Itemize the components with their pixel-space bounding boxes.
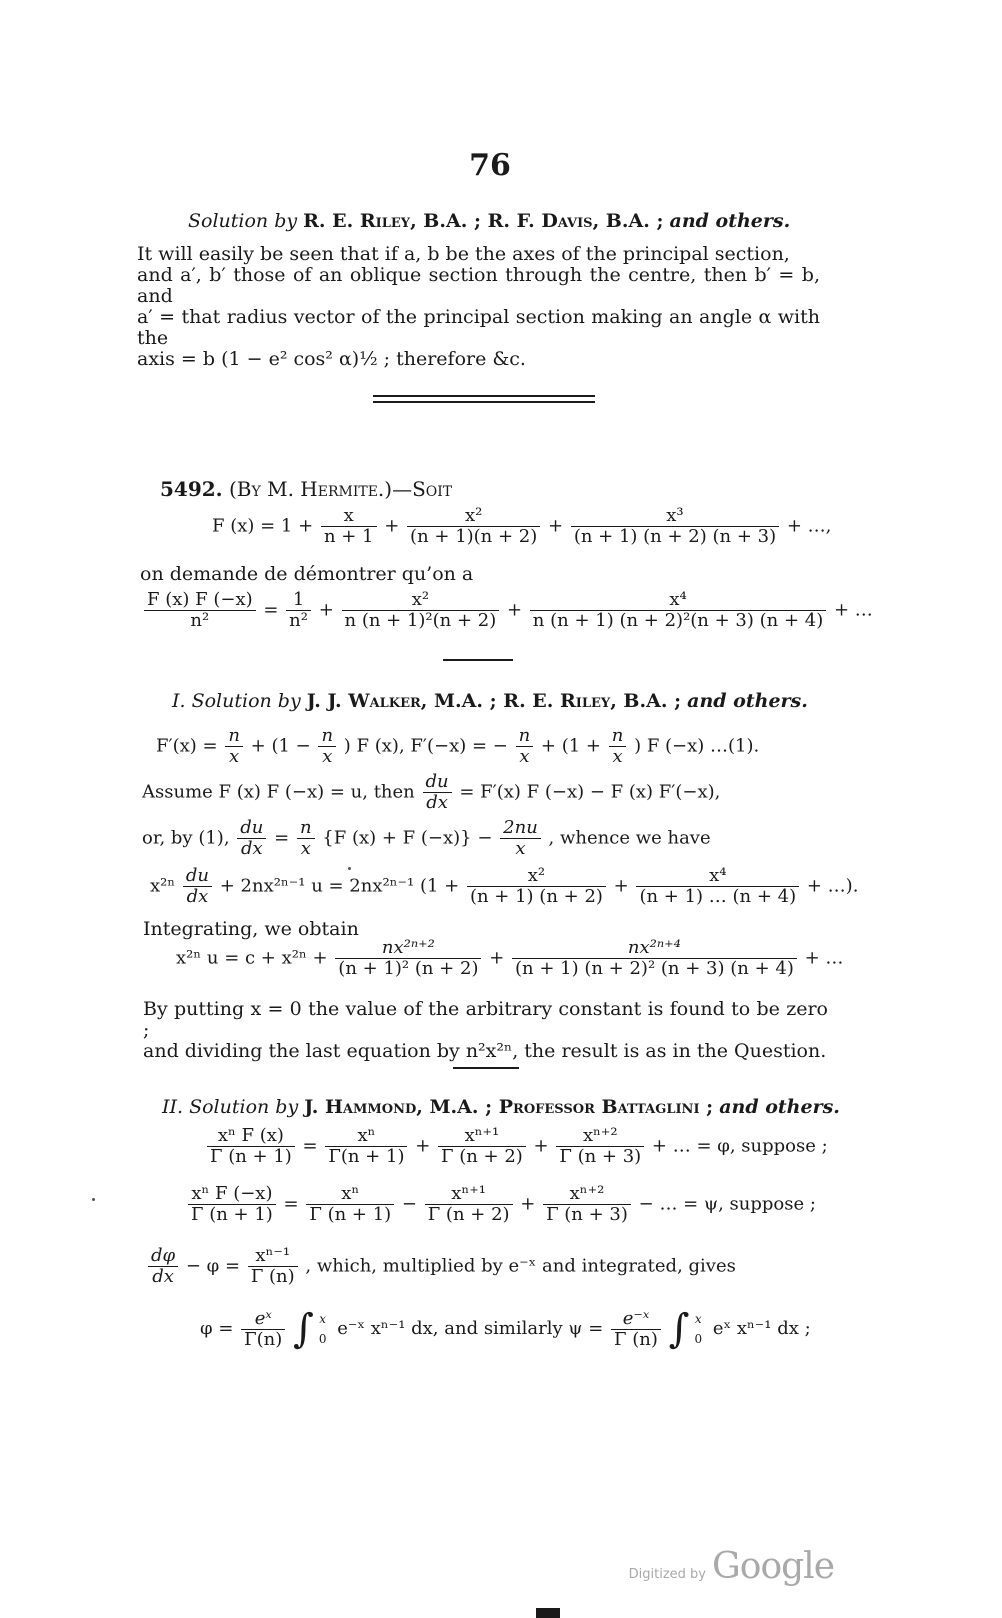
eq-part: e⁻ˣ xⁿ⁻¹ dx, and similarly ψ = bbox=[337, 1318, 604, 1339]
lower-limit: 0 bbox=[694, 1332, 703, 1346]
text-line: and a′, b′ those of an oblique section through the centre, then b′ = b, and bbox=[137, 264, 820, 307]
google-logo: Google bbox=[712, 1546, 834, 1587]
question-number: 5492. bbox=[160, 477, 223, 501]
numerator: x⁴ bbox=[709, 865, 727, 886]
solution-authors: J. J. Walker, M.A. ; R. E. Riley, B.A. ; bbox=[306, 690, 682, 712]
eq-part: φ = bbox=[200, 1318, 234, 1339]
fraction bbox=[543, 1184, 631, 1225]
denominator: n² bbox=[144, 610, 256, 631]
integral-sign: ∫ bbox=[668, 1306, 690, 1352]
denominator: n² bbox=[286, 610, 311, 631]
fraction bbox=[286, 590, 311, 631]
eq-text: , which, multiplied by e⁻ˣ and integrated, gives bbox=[305, 1255, 736, 1277]
numerator: x⁴ bbox=[669, 589, 687, 610]
fraction bbox=[188, 1184, 276, 1225]
numerator: n bbox=[228, 725, 240, 746]
denominator: Γ (n + 1) bbox=[188, 1204, 276, 1225]
eq-part: + (1 − bbox=[250, 735, 311, 757]
denominator: x bbox=[225, 746, 243, 767]
denominator: Γ (n) bbox=[248, 1266, 298, 1287]
text-line: It will easily be seen that if a, b be the axes of the principal section, bbox=[137, 243, 790, 265]
fraction bbox=[342, 590, 500, 631]
text-line: a′ = that radius vector of the principal section making an angle α with the bbox=[137, 306, 820, 349]
numerator: x² bbox=[411, 589, 430, 610]
question-header bbox=[160, 478, 452, 500]
integral-limits bbox=[691, 1309, 705, 1349]
fraction bbox=[512, 938, 797, 979]
numerator: xⁿ⁻¹ bbox=[255, 1245, 291, 1266]
eq-part: ) F (−x) …(1). bbox=[634, 735, 760, 757]
fraction bbox=[556, 1126, 644, 1167]
fraction bbox=[423, 772, 452, 813]
page-number: 76 bbox=[469, 148, 511, 183]
fraction bbox=[241, 1309, 285, 1350]
denominator: (n + 1)(n + 2) bbox=[407, 526, 540, 547]
equation-or-by bbox=[142, 818, 711, 859]
denominator: Γ (n) bbox=[611, 1329, 661, 1350]
fraction bbox=[248, 1246, 298, 1287]
numerator: xⁿ⁺¹ bbox=[451, 1183, 486, 1204]
fraction bbox=[183, 866, 212, 907]
eq-part: {F (x) + F (−x)} − bbox=[322, 827, 493, 849]
denominator: x bbox=[516, 746, 534, 767]
equation-derivative bbox=[156, 726, 759, 767]
numerator: xⁿ bbox=[357, 1125, 376, 1146]
fraction bbox=[407, 506, 540, 547]
denominator: (n + 1) (n + 2) bbox=[467, 886, 606, 907]
numerator: xⁿ⁺² bbox=[569, 1183, 605, 1204]
eq-part: + (1 + bbox=[540, 735, 602, 757]
solution1-conclusion bbox=[143, 999, 828, 1062]
fraction bbox=[516, 726, 534, 767]
denominator: Γ(n) bbox=[241, 1329, 285, 1350]
eq-tail: + … = φ, suppose ; bbox=[651, 1135, 828, 1157]
denominator: n + 1 bbox=[321, 526, 377, 547]
fraction bbox=[500, 818, 541, 859]
numerator: n bbox=[321, 725, 334, 746]
numerator: 1 bbox=[292, 589, 305, 610]
solution-label: I. Solution by bbox=[172, 690, 301, 712]
equation-phi: $\frac{\text{xⁿ F (x)}}{\Gamma (n + 1)}$ = $\frac{\text{xⁿ}}{\Gamma(n + 1)}$ + $\frac{\text{xⁿ⁺¹}}{\Gamma (n + 2)}$ + $\frac{\text{xⁿ⁺²}}{\Gamma (n + 3)}$ + … = φ, suppose ; bbox=[205, 1126, 828, 1167]
fraction bbox=[609, 726, 627, 767]
eq-part: eˣ xⁿ⁻¹ dx ; bbox=[712, 1318, 811, 1339]
denominator: (n + 1) … (n + 4) bbox=[636, 886, 799, 907]
eq-tail: + …, bbox=[786, 515, 832, 537]
denominator: dx bbox=[183, 886, 212, 907]
numerator: nx²ⁿ⁺⁴ bbox=[627, 937, 681, 958]
fraction bbox=[225, 726, 243, 767]
integrating-text: Integrating, we obtain bbox=[143, 918, 359, 940]
top-solution-header bbox=[188, 210, 790, 232]
print-speck bbox=[92, 1198, 95, 1201]
eq-part: = F′(x) F (−x) − F (x) F′(−x), bbox=[459, 781, 721, 803]
fraction bbox=[530, 590, 826, 631]
eq-part: or, by (1), bbox=[142, 827, 230, 849]
denominator: n (n + 1)²(n + 2) bbox=[342, 610, 500, 631]
and-others: and others. bbox=[719, 1096, 840, 1118]
fraction bbox=[438, 1126, 526, 1167]
denominator: Γ(n + 1) bbox=[325, 1146, 407, 1167]
fraction bbox=[611, 1309, 661, 1350]
solution2-header bbox=[162, 1096, 840, 1118]
fraction bbox=[636, 866, 799, 907]
denominator: dx bbox=[423, 792, 452, 813]
numerator: xⁿ⁺¹ bbox=[464, 1125, 500, 1146]
divider-short bbox=[453, 1067, 519, 1069]
google-watermark bbox=[629, 1546, 834, 1587]
denominator: Γ (n + 3) bbox=[543, 1204, 631, 1225]
denominator: x bbox=[609, 746, 627, 767]
and-others: and others. bbox=[669, 210, 791, 232]
eq-tail: − … = ψ, suppose ; bbox=[638, 1193, 816, 1215]
divider-short bbox=[443, 659, 513, 661]
denominator: Γ (n + 2) bbox=[425, 1204, 513, 1225]
eq-part: − φ = bbox=[185, 1255, 241, 1277]
denominator: (n + 1) (n + 2)² (n + 3) (n + 4) bbox=[512, 958, 797, 979]
eq-part: x²ⁿ bbox=[150, 875, 176, 897]
equation-assume bbox=[142, 772, 720, 813]
denominator: Γ (n + 1) bbox=[306, 1204, 394, 1225]
equation-final bbox=[200, 1306, 811, 1352]
eq-lhs: F (x) = 1 + bbox=[212, 515, 314, 537]
eq-part: = bbox=[274, 827, 290, 849]
solution-label: Solution by bbox=[188, 210, 298, 232]
fraction bbox=[148, 1246, 178, 1287]
numerator: F (x) F (−x) bbox=[147, 589, 253, 610]
fraction bbox=[207, 1126, 295, 1167]
numerator: du bbox=[240, 817, 264, 838]
upper-limit: x bbox=[319, 1312, 327, 1326]
fraction bbox=[306, 1184, 394, 1225]
numerator: du bbox=[425, 771, 449, 792]
eq-part: , whence we have bbox=[548, 827, 711, 849]
numerator: x³ bbox=[666, 505, 684, 526]
numerator: n bbox=[299, 817, 312, 838]
numerator: x bbox=[343, 505, 354, 526]
eq-part: F′(x) = bbox=[156, 735, 218, 757]
divider-double-bottom bbox=[373, 401, 595, 403]
integral-sign: ∫ bbox=[293, 1306, 314, 1352]
numerator: x² bbox=[464, 505, 483, 526]
numerator: eˣ bbox=[254, 1307, 272, 1329]
numerator: du bbox=[185, 865, 210, 886]
denominator: Γ (n + 1) bbox=[207, 1146, 295, 1167]
fraction bbox=[425, 1184, 513, 1225]
denominator: dx bbox=[237, 838, 266, 859]
equation-differential: x²ⁿ $\frac{du}{dx}$ + 2nx²ⁿ⁻¹ u = 2nx²ⁿ⁻¹ (1 + $\frac{\text{x²}}{(n + 1) (n + 2)}$ + $\frac{\text{x⁴}}{(n + 1) \dots (n + 4)}$ + …). bbox=[150, 865, 859, 907]
text-line: axis = b (1 − e² cos² α)½ ; therefore &c. bbox=[137, 348, 526, 370]
fraction bbox=[318, 726, 336, 767]
numerator: nx²ⁿ⁺² bbox=[381, 937, 435, 958]
fraction bbox=[325, 1126, 407, 1167]
denominator: x bbox=[297, 838, 315, 859]
lower-limit: 0 bbox=[318, 1332, 327, 1346]
equation-psi: $\frac{\text{xⁿ F (−x)}}{\Gamma (n + 1)}$ = $\frac{\text{xⁿ}}{\Gamma (n + 1)}$ − $\frac{\text{xⁿ⁺¹}}{\Gamma (n + 2)}$ + $\frac{\text{xⁿ⁺²}}{\Gamma (n + 3)}$ − … = ψ, suppose ; bbox=[186, 1184, 816, 1225]
denominator: x bbox=[318, 746, 336, 767]
denominator: x bbox=[500, 838, 541, 859]
upper-limit: x bbox=[694, 1312, 702, 1326]
numerator: n bbox=[518, 725, 531, 746]
watermark-prefix: Digitized by bbox=[628, 1567, 706, 1582]
equation-integral: x²ⁿ u = c + x²ⁿ + $\frac{\text{nx²ⁿ⁺²}}{\text{(n + 1)² (n + 2)}}$ + $\frac{\text{nx²ⁿ⁺⁴}}{\text{(n + 1) (n + 2)² (n + 3) (n + 4)}}$ + … bbox=[176, 937, 844, 979]
and-others: and others. bbox=[687, 690, 808, 712]
fraction bbox=[321, 506, 377, 547]
equation-dphi bbox=[146, 1246, 736, 1287]
numerator: xⁿ F (x) bbox=[217, 1125, 284, 1146]
eq-part: ) F (x), F′(−x) = − bbox=[343, 735, 508, 757]
fraction bbox=[571, 506, 779, 547]
fraction bbox=[467, 866, 606, 907]
solution1-header bbox=[172, 690, 808, 712]
denominator: n (n + 1) (n + 2)²(n + 3) (n + 4) bbox=[530, 610, 826, 631]
question-demand: on demande de démontrer qu’on a bbox=[140, 563, 474, 585]
question-author: (By M. Hermite.)—Soit bbox=[229, 477, 453, 501]
numerator: x² bbox=[527, 865, 546, 886]
numerator: e⁻ˣ bbox=[622, 1307, 650, 1329]
numerator: xⁿ bbox=[341, 1183, 360, 1204]
solution-authors: J. Hammond, M.A. ; Professor Battaglini ; bbox=[304, 1096, 714, 1118]
denominator: Γ (n + 2) bbox=[438, 1146, 526, 1167]
eq-tail: + … bbox=[804, 947, 844, 969]
eq-tail: + … bbox=[833, 599, 873, 621]
numerator: dφ bbox=[151, 1245, 176, 1266]
equation-product: $\frac{F (x) F (-x)}{\text{n²}}$ = $\frac{1}{\text{n²}}$ + $\frac{\text{x²}}{\text{n (n + 1)²(n + 2)}}$ + $\frac{\text{x⁴}}{\text{n (n + 1) (n + 2)²(n + 3) (n + 4)}}$ + … bbox=[142, 590, 873, 631]
numerator: xⁿ⁺² bbox=[582, 1125, 618, 1146]
divider-double-top bbox=[373, 395, 595, 397]
fraction bbox=[297, 818, 315, 859]
text-line: By putting x = 0 the value of the arbitrary constant is found to be zero ; bbox=[143, 998, 828, 1041]
eq-part: + 2nx²ⁿ⁻¹ u = 2nx²ⁿ⁻¹ (1 + bbox=[219, 875, 460, 897]
top-solution-text bbox=[137, 244, 820, 370]
numerator: 2nu bbox=[503, 817, 538, 838]
denominator: Γ (n + 3) bbox=[556, 1146, 644, 1167]
text-line: and dividing the last equation by n²x²ⁿ, the result is as in the Question. bbox=[143, 1040, 827, 1062]
eq-part: Assume F (x) F (−x) = u, then bbox=[142, 781, 415, 803]
fraction bbox=[335, 938, 481, 979]
eq-tail: + …). bbox=[806, 875, 859, 897]
solution-authors: R. E. Riley, B.A. ; R. F. Davis, B.A. ; bbox=[303, 210, 664, 232]
equation-F-series: F (x) = 1 + $\frac{x}{n + 1}$ + $\frac{\text{x²}}{(n + 1)(n + 2)}$ + $\frac{\text{x³}}{(n + 1) (n + 2) (n + 3)}$ + …, bbox=[212, 505, 832, 547]
fraction bbox=[237, 818, 266, 859]
numerator: n bbox=[611, 725, 624, 746]
scan-artifact bbox=[536, 1608, 560, 1618]
solution-label: II. Solution by bbox=[162, 1096, 299, 1118]
integral-limits bbox=[316, 1309, 330, 1349]
denominator: dx bbox=[148, 1266, 178, 1287]
denominator: (n + 1)² (n + 2) bbox=[335, 958, 481, 979]
denominator: (n + 1) (n + 2) (n + 3) bbox=[571, 526, 779, 547]
eq-part: x²ⁿ u = c + x²ⁿ + bbox=[176, 947, 328, 969]
numerator: xⁿ F (−x) bbox=[191, 1183, 273, 1204]
fraction bbox=[144, 590, 256, 631]
